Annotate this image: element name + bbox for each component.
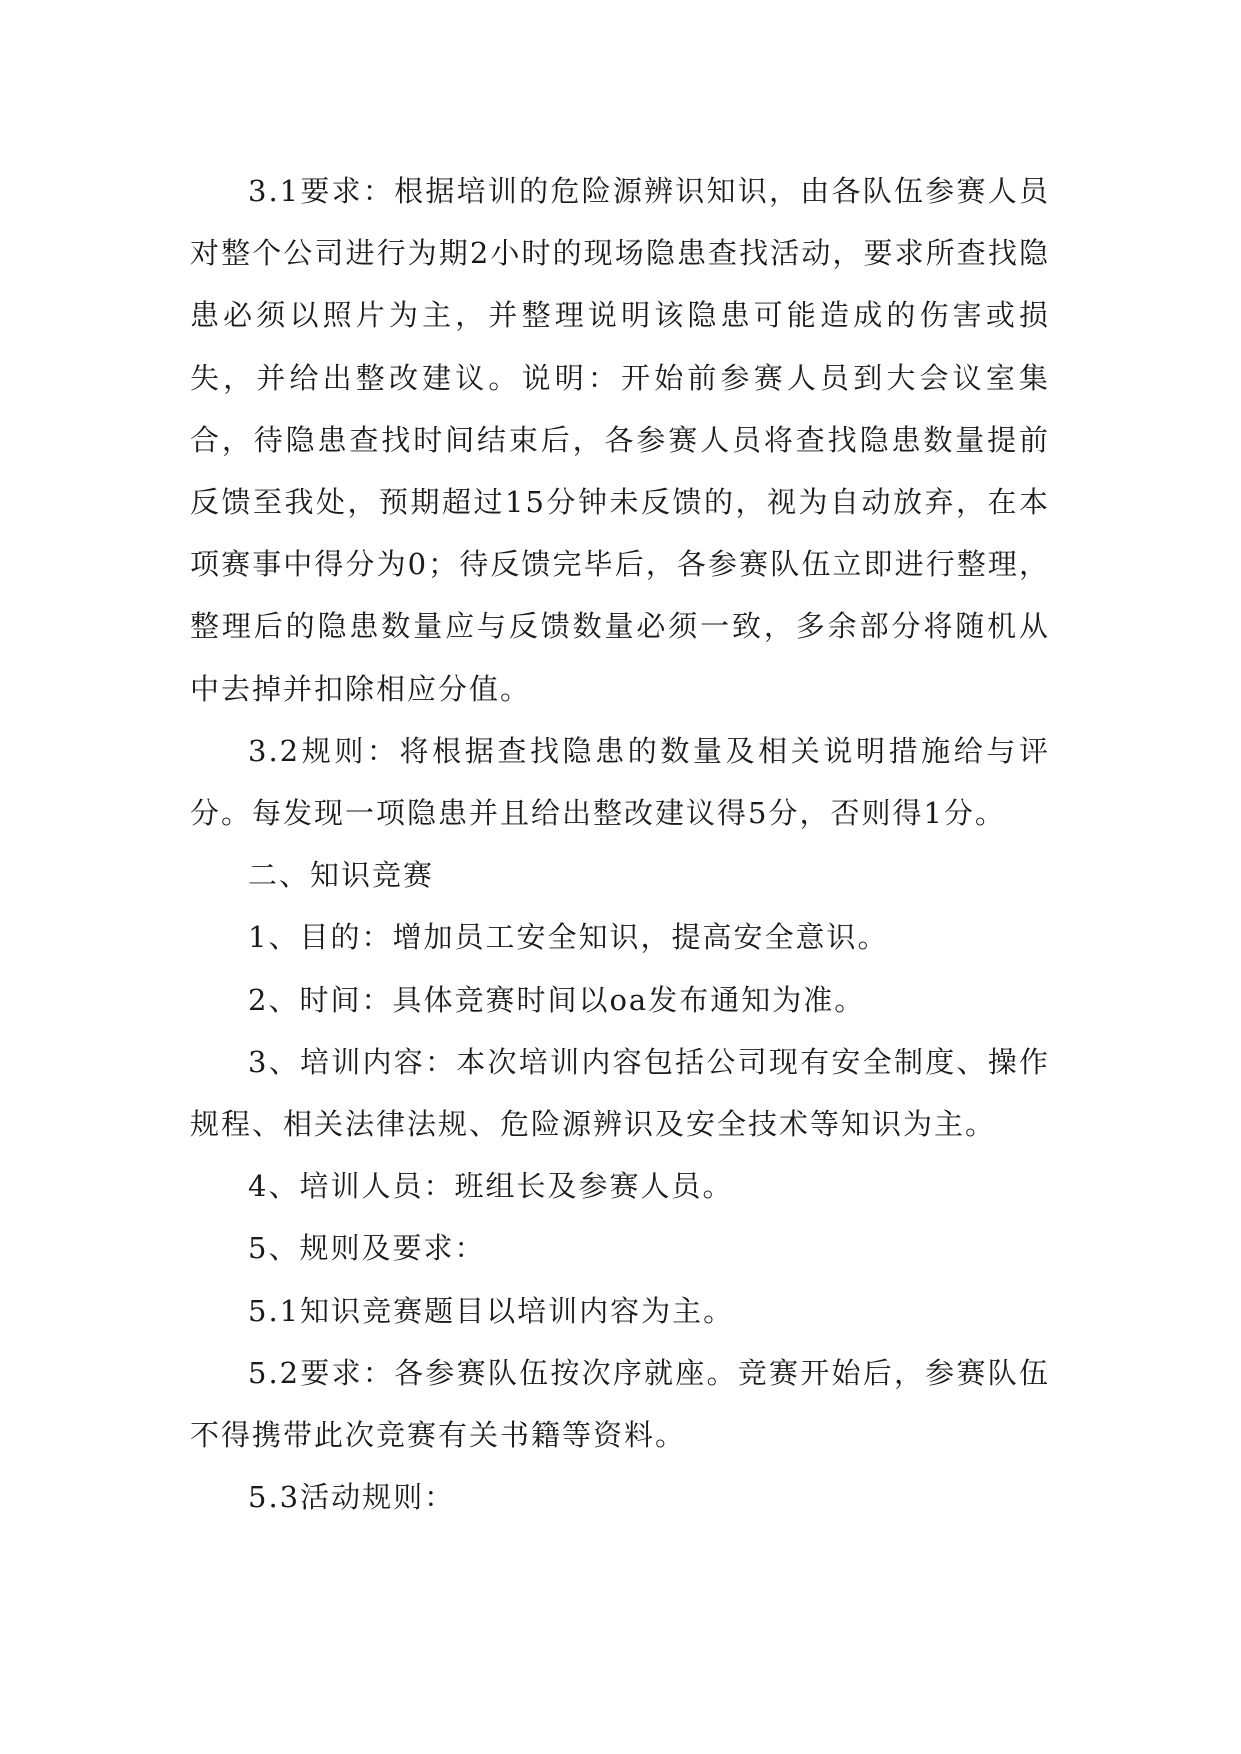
paragraph-purpose: 1、目的：增加员工安全知识，提高安全意识。 bbox=[248, 920, 889, 955]
paragraph-trainees: 4、培训人员：班组长及参赛人员。 bbox=[248, 1169, 734, 1204]
paragraph-training-content: 3、培训内容：本次培训内容包括公司现有安全制度、操作规程、相关法律法规、危险源辨识及安全技术等知识为主。 bbox=[190, 1044, 1050, 1142]
paragraph-5-2: 5.2要求：各参赛队伍按次序就座。竞赛开始后，参赛队伍不得携带此次竞赛有关书籍等资料。 bbox=[190, 1355, 1050, 1453]
paragraph-time: 2、时间：具体竞赛时间以oa发布通知为准。 bbox=[248, 982, 866, 1017]
paragraph-rules-heading: 5、规则及要求： bbox=[248, 1231, 486, 1266]
document-body bbox=[190, 160, 1050, 1528]
paragraph-3-2-rules: 3.2规则：将根据查找隐患的数量及相关说明措施给与评分。每发现一项隐患并且给出整改建议得5分，否则得1分。 bbox=[190, 733, 1050, 831]
paragraph-3-1-requirements: 3.1要求：根据培训的危险源辨识知识，由各队伍参赛人员对整个公司进行为期2小时的现场隐患查找活动，要求所查找隐患必须以照片为主，并整理说明该隐患可能造成的伤害或损失，并给出整改建议。说明：开始前参赛人员到大会议室集合，待隐患查找时间结束后，各参赛人员将查找隐患数量提前反馈至我处，预期超过15分钟未反馈的，视为自动放弃，在本项赛事中得分为0；待反馈完毕后，各参赛队伍立即进行整理，整理后的隐患数量应与反馈数量必须一致，多余部分将随机从中去掉并扣除相应分值。 bbox=[190, 174, 1050, 706]
paragraph-5-3: 5.3活动规则： bbox=[248, 1480, 456, 1515]
paragraph-5-1: 5.1知识竞赛题目以培训内容为主。 bbox=[248, 1293, 735, 1328]
section-heading-knowledge-contest: 二、知识竞赛 bbox=[248, 858, 435, 893]
